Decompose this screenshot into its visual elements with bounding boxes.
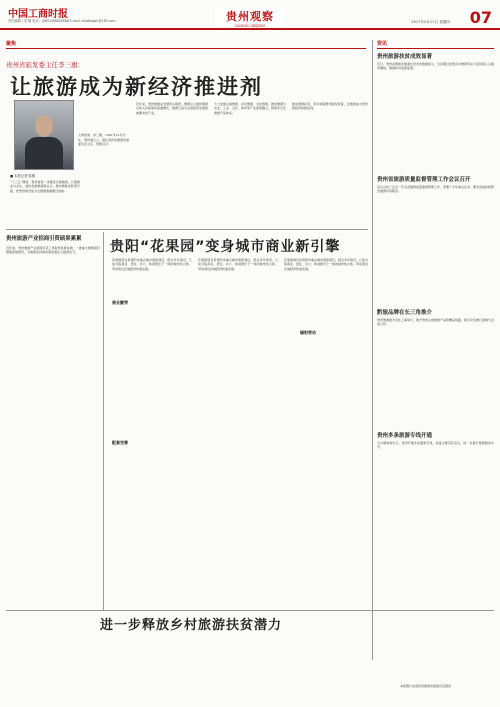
page-number: 07 (469, 8, 492, 27)
feature-subhead: 商业繁荣 (112, 300, 128, 305)
lead-column-2: 近年来，贵州旅游业发展势头强劲，旅游总人数和旅游总收入持续保持高速增长，旅游已成为全省经济发展的重要支柱产业。 (136, 102, 209, 115)
edition-box (215, 8, 285, 26)
sidebar-tag: 资讯 (377, 40, 494, 49)
portrait-head (35, 115, 53, 137)
reporter-byline: ■ 本报记者 陈刚 (10, 174, 35, 178)
sidebar-item-text: 近日，贵州省旅游发展委员会发布数据显示，全省通过发展乡村旅游带动大量贫困人口脱贫增收，旅游扶贫成效显著。 (377, 62, 495, 71)
lead-headline: 让旅游成为新经济推进剂 (10, 75, 263, 99)
edition-title: 贵州观察 (226, 10, 274, 23)
photo-caption: 人物档案：李三旗，1961年12月出生，贵州遵义人，现任贵州省旅游发展委员会主任、党组书记。 (78, 133, 130, 146)
sidebar-item-text: 为方便游客出行，贵州开通多条旅游专线，连接主要景区景点，进一步提升旅游服务水平。 (377, 441, 494, 450)
issue-date: 2017年5月11日 星期四 (411, 20, 450, 24)
lead-column-3: 大力发展山地旅游、乡村旅游、文化旅游，推进旅游与农业、工业、文化、体育等产业深度融合，构建多元化旅游产品体系。 (214, 102, 287, 115)
lead-rubric: 贵州省旅发委主任李三旗： (6, 61, 84, 69)
sidebar-item-text: 会议总结了过去一年全省旅游质量监督管理工作，部署了今年重点任务，要求各地持续整治旅游市场秩序。 (377, 185, 495, 194)
feature-left-column (6, 232, 104, 610)
portrait-photo (14, 100, 74, 170)
feature-column: 花果园项目是贵阳市重点城市更新项目，经过多年建设，已成为集商业、居住、办公、休闲娱乐于一体的城市综合体，带动周边区域经济快速发展。 (198, 258, 278, 271)
bottom-divider (6, 610, 494, 611)
masthead (0, 0, 500, 30)
sidebar-item-title: 贵州省旅游质量监督管理工作会议召开 (377, 177, 471, 183)
feature-headline: 贵阳“花果园”变身城市商业新引擎 (110, 239, 341, 255)
section-tag: 聚焦 (6, 40, 366, 49)
sidebar-item-title: 贵州多条旅游专线开通 (377, 433, 433, 439)
feature-subhead: 配套完善 (112, 440, 128, 445)
photo-credit: 本版图片由贵州省旅游发展委员会提供 (400, 684, 452, 688)
feature-column: 花果园项目是贵阳市重点城市更新项目，经过多年建设，已成为集商业、居住、办公、休闲娱乐于一体的城市综合体，带动周边区域经济快速发展。 (112, 258, 192, 271)
sidebar-item-text: 贵州旅游推介会在上海举行，推介贵州山地旅游产品和精品线路，吸引众多旅行商参与洽谈合作。 (377, 318, 495, 327)
feature-left-text: 近年来，贵州旅游产业招商引资工作取得显著成效，一批重大旅游项目相继落地建设，为旅游业持续快速发展注入强劲动力。 (6, 246, 100, 255)
editor-line: 责任编辑 / 李 娜 电话：(0851)86828988 E-mail: ahaitaigzh@163.com (8, 19, 116, 23)
brand-logo: 中国工商时报 (8, 9, 68, 20)
sidebar-item-title: 黔旅品牌在长三角推介 (377, 310, 433, 316)
edition-subtitle: GUIZHOU OBSERVE (234, 24, 266, 28)
lead-column-4: 推动旅游扶贫，带动贫困群众脱贫致富，让旅游成为贵州新经济的推进剂。 (292, 102, 368, 111)
bottom-headline: 进一步释放乡村旅游扶贫潜力 (100, 618, 283, 633)
news-sidebar (372, 40, 494, 660)
lead-column-1: “十三五”期间，贵州将进一步推进全域旅游，以旅游业为龙头，加快发展旅游新业态，推动旅游业转型升级，把贵州建设成为全国旅游重要目的地。 (10, 180, 80, 193)
portrait-body (25, 137, 63, 169)
feature-column: 花果园项目是贵阳市重点城市更新项目，经过多年建设，已成为集商业、居住、办公、休闲娱乐于一体的城市综合体，带动周边区域经济快速发展。 (284, 258, 369, 271)
section-divider (6, 229, 368, 230)
feature-subhead: 辐射带动 (300, 330, 316, 335)
sidebar-item-title: 贵州旅游扶贫成效显著 (377, 54, 433, 60)
feature-left-title: 贵州旅游产业招商引资硕果累累 (6, 236, 82, 242)
